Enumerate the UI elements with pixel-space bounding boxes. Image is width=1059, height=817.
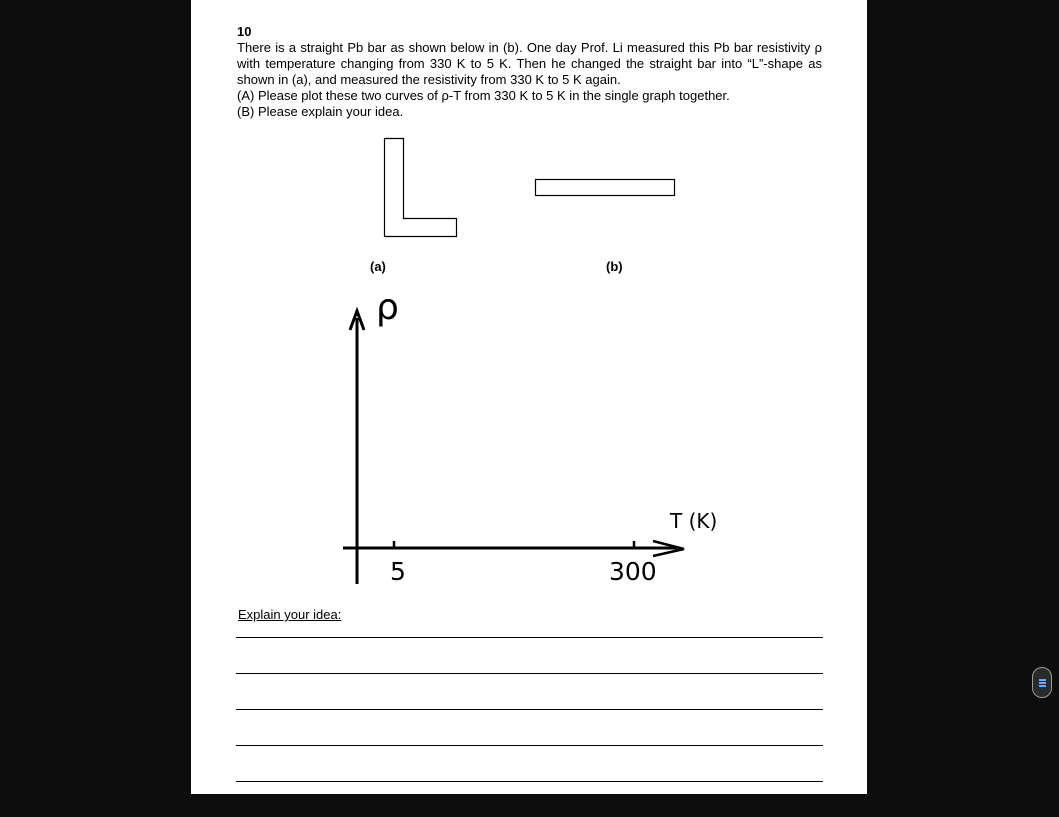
straight-bar	[536, 180, 675, 196]
document-page	[191, 0, 867, 794]
list-lines-icon	[1039, 679, 1046, 688]
question-part-b: (B) Please explain your idea.	[237, 104, 404, 119]
figure-label-a: (a)	[370, 259, 386, 274]
x-axis-label: T (K)	[670, 509, 718, 533]
question-number: 10	[237, 24, 252, 39]
question-part-a: (A) Please plot these two curves of ρ-T from 330 K to 5 K in the single graph together.	[237, 88, 730, 103]
figure-label-b: (b)	[606, 259, 623, 274]
answer-line[interactable]	[236, 745, 823, 746]
tick-label-5: 5	[390, 557, 406, 586]
answer-line[interactable]	[236, 709, 823, 710]
tick-label-300: 300	[609, 557, 657, 586]
question-paragraph: There is a straight Pb bar as shown below in (b). One day Prof. Li measured this Pb bar resistivity ρ with temperature changing from 330 K to 5 K. Then he changed the straight bar into “L”-shape as shown in (a), and measured the resistivity from 330 K to 5 K again.	[237, 40, 822, 87]
l-shape-bar	[385, 139, 457, 237]
answer-line[interactable]	[236, 781, 823, 782]
answer-lines	[236, 637, 823, 817]
y-axis-label: ρ	[376, 287, 399, 328]
answer-line[interactable]	[236, 673, 823, 674]
explain-label: Explain your idea:	[238, 607, 342, 622]
scroll-menu-button[interactable]	[1032, 667, 1052, 698]
answer-line[interactable]	[236, 637, 823, 638]
